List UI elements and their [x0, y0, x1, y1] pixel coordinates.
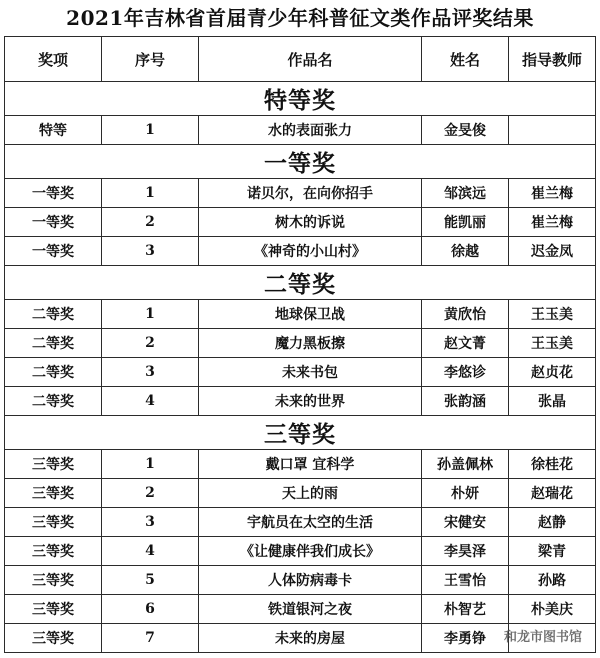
cell-name: 邹滨远 — [422, 179, 509, 208]
table-row — [5, 179, 596, 208]
awards-table-body — [5, 37, 596, 653]
cell-work-title: 《神奇的小山村》 — [199, 237, 422, 266]
table-row — [5, 208, 596, 237]
page-title: 2021年吉林省首届青少年科普征文类作品评奖结果 — [66, 6, 534, 30]
cell-work-title: 戴口罩 宜科学 — [199, 450, 422, 479]
cell-work-title: 未来的世界 — [199, 387, 422, 416]
cell-number: 1 — [102, 450, 199, 479]
cell-teacher: 赵贞花 — [509, 358, 596, 387]
section-heading-row — [5, 145, 596, 179]
cell-number: 2 — [102, 479, 199, 508]
header-number: 序号 — [102, 37, 199, 82]
section-heading: 二等奖 — [5, 266, 596, 300]
awards-table — [4, 36, 596, 653]
table-row — [5, 300, 596, 329]
table-row — [5, 508, 596, 537]
cell-award: 二等奖 — [5, 358, 102, 387]
cell-award: 一等奖 — [5, 237, 102, 266]
cell-number: 4 — [102, 537, 199, 566]
cell-work-title: 水的表面张力 — [199, 116, 422, 145]
section-heading: 特等奖 — [5, 82, 596, 116]
section-heading: 一等奖 — [5, 145, 596, 179]
table-row — [5, 329, 596, 358]
cell-teacher: 孙路 — [509, 566, 596, 595]
cell-teacher: 朴美庆 — [509, 595, 596, 624]
cell-teacher: 王玉美 — [509, 300, 596, 329]
cell-name: 李悠诊 — [422, 358, 509, 387]
table-row — [5, 116, 596, 145]
cell-teacher: 崔兰梅 — [509, 179, 596, 208]
cell-award: 三等奖 — [5, 566, 102, 595]
cell-number: 2 — [102, 208, 199, 237]
cell-number: 5 — [102, 566, 199, 595]
cell-work-title: 人体防病毒卡 — [199, 566, 422, 595]
cell-work-title: 天上的雨 — [199, 479, 422, 508]
cell-name: 张韵涵 — [422, 387, 509, 416]
cell-name: 宋健安 — [422, 508, 509, 537]
cell-work-title: 地球保卫战 — [199, 300, 422, 329]
cell-work-title: 铁道银河之夜 — [199, 595, 422, 624]
table-row — [5, 450, 596, 479]
cell-name: 孙盖佩林 — [422, 450, 509, 479]
cell-award: 一等奖 — [5, 179, 102, 208]
cell-award: 三等奖 — [5, 450, 102, 479]
section-heading: 三等奖 — [5, 416, 596, 450]
cell-name: 黄欣怡 — [422, 300, 509, 329]
cell-work-title: 诺贝尔，在向你招手 — [199, 179, 422, 208]
table-row — [5, 595, 596, 624]
table-row — [5, 358, 596, 387]
cell-name: 能凯丽 — [422, 208, 509, 237]
cell-award: 三等奖 — [5, 479, 102, 508]
cell-teacher: 迟金凤 — [509, 237, 596, 266]
cell-teacher — [509, 116, 596, 145]
cell-teacher: 崔兰梅 — [509, 208, 596, 237]
cell-name: 金旻俊 — [422, 116, 509, 145]
table-row — [5, 479, 596, 508]
header-name: 姓名 — [422, 37, 509, 82]
cell-name: 王雪怡 — [422, 566, 509, 595]
cell-teacher: 徐桂花 — [509, 450, 596, 479]
cell-work-title: 未来书包 — [199, 358, 422, 387]
cell-number: 3 — [102, 237, 199, 266]
cell-work-title: 魔力黑板擦 — [199, 329, 422, 358]
cell-award: 三等奖 — [5, 508, 102, 537]
cell-number: 1 — [102, 116, 199, 145]
table-row — [5, 566, 596, 595]
watermark: 和龙市图书馆 — [503, 630, 582, 645]
table-header-row — [5, 37, 596, 82]
cell-number: 3 — [102, 508, 199, 537]
cell-award: 二等奖 — [5, 329, 102, 358]
cell-number: 6 — [102, 595, 199, 624]
cell-number: 2 — [102, 329, 199, 358]
cell-number: 3 — [102, 358, 199, 387]
cell-award: 一等奖 — [5, 208, 102, 237]
cell-name: 朴妍 — [422, 479, 509, 508]
cell-award: 三等奖 — [5, 537, 102, 566]
section-heading-row — [5, 416, 596, 450]
section-heading-row — [5, 82, 596, 116]
cell-award: 二等奖 — [5, 300, 102, 329]
header-work-title: 作品名 — [199, 37, 422, 82]
cell-teacher: 张晶 — [509, 387, 596, 416]
header-award: 奖项 — [5, 37, 102, 82]
table-row — [5, 387, 596, 416]
cell-name: 李昊泽 — [422, 537, 509, 566]
cell-teacher: 梁青 — [509, 537, 596, 566]
cell-teacher: 王玉美 — [509, 329, 596, 358]
cell-award: 三等奖 — [5, 595, 102, 624]
header-teacher: 指导教师 — [509, 37, 596, 82]
cell-number: 1 — [102, 300, 199, 329]
cell-work-title: 宇航员在太空的生活 — [199, 508, 422, 537]
cell-award: 三等奖 — [5, 624, 102, 653]
cell-name: 朴智艺 — [422, 595, 509, 624]
cell-number: 7 — [102, 624, 199, 653]
cell-award: 特等 — [5, 116, 102, 145]
cell-name: 李勇铮 — [422, 624, 509, 653]
cell-work-title: 《让健康伴我们成长》 — [199, 537, 422, 566]
cell-name: 徐越 — [422, 237, 509, 266]
cell-number: 4 — [102, 387, 199, 416]
cell-teacher: 赵静 — [509, 508, 596, 537]
cell-name: 赵文菁 — [422, 329, 509, 358]
cell-number: 1 — [102, 179, 199, 208]
cell-teacher: 赵瑞花 — [509, 479, 596, 508]
table-row — [5, 537, 596, 566]
cell-work-title: 未来的房屋 — [199, 624, 422, 653]
cell-work-title: 树木的诉说 — [199, 208, 422, 237]
cell-award: 二等奖 — [5, 387, 102, 416]
table-row — [5, 237, 596, 266]
section-heading-row — [5, 266, 596, 300]
